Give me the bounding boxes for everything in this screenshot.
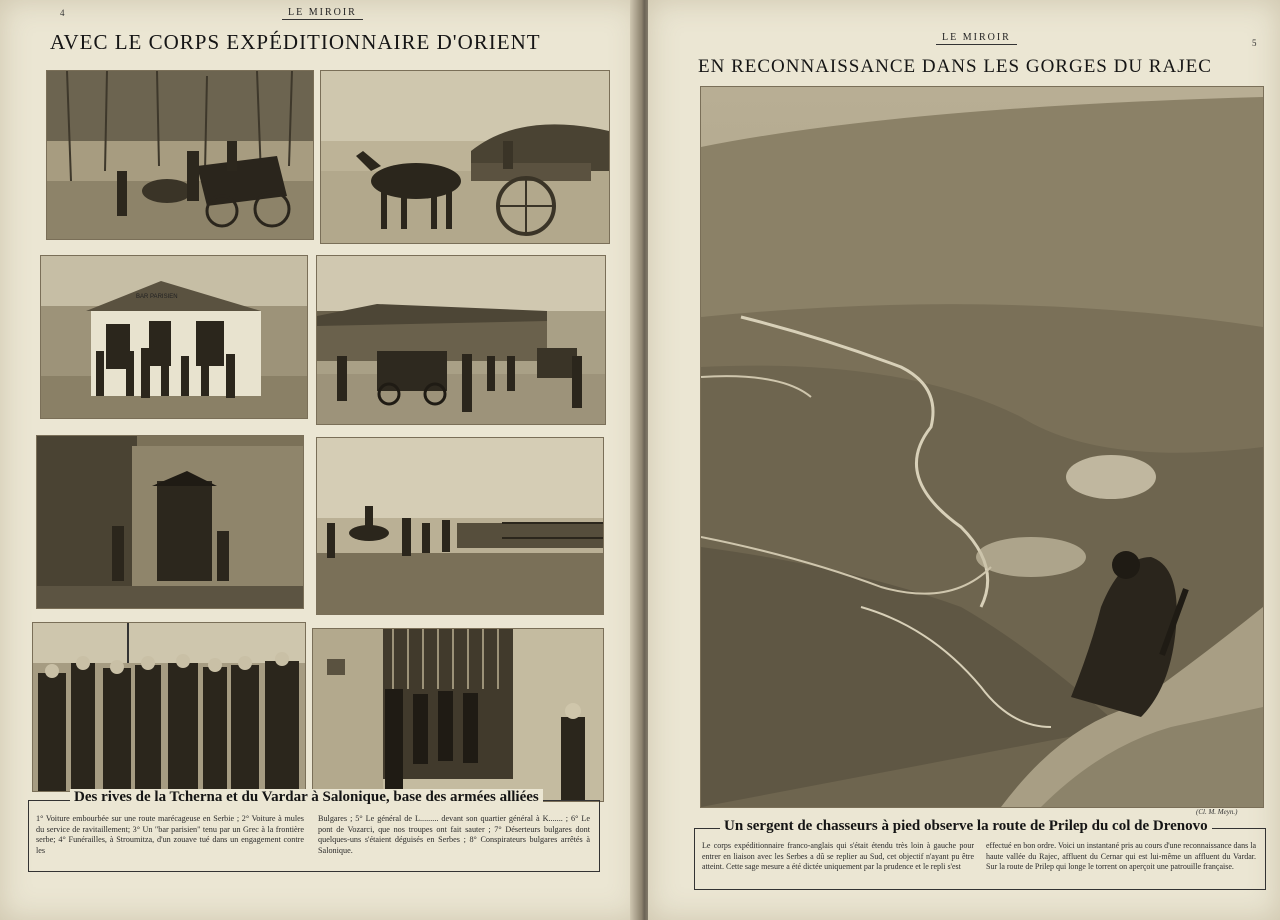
- headline-right: EN RECONNAISSANCE DANS LES GORGES DU RAJEC: [698, 56, 1212, 77]
- caption-text-left-col2: Bulgares ; 5° Le général de L......... devant son quartier général à K....... ; 6° Le pont de Vozarci, que nos troupes ont fait sauter ; 7° Déserteurs bulgares dont quelques-uns s'étaient déguisés en Serbes ; 8° Conspirateurs bulgares arrêtés à Salonique.: [318, 814, 590, 855]
- caption-title-right: Un sergent de chasseurs à pied observe la route de Prilep du col de Drenovo: [720, 818, 1212, 835]
- photo-credit: (Cl. M. Meyn.): [1196, 808, 1238, 816]
- caption-title-left: Des rives de la Tcherna et du Vardar à Salonique, base des armées alliées: [70, 789, 543, 806]
- photo-bulgarian-conspirators: [312, 628, 604, 802]
- photo-vozarci-bridge: [316, 437, 604, 615]
- photo-stuck-carriage: [46, 70, 314, 240]
- photo-street-car: [316, 255, 606, 425]
- caption-text-left-col1: 1° Voiture embourbée sur une route marécageuse en Serbie ; 2° Voiture à mules du service de ravitaillement; 3° Un "bar parisien" tenu par un Grec à la frontière serbe; 4° Funérailles, à Stroumitza, d'un zouave tué dans un engagement contre les: [36, 814, 304, 855]
- photo-bar-parisien: [40, 255, 308, 419]
- masthead-left: LE MIROIR: [282, 7, 363, 20]
- photo-rajec-gorge: [700, 86, 1264, 808]
- right-page: [648, 0, 1280, 920]
- bar-sign: BAR PARISIEN: [136, 294, 178, 300]
- masthead-right: LE MIROIR: [936, 32, 1017, 45]
- page-number-right: 5: [1252, 38, 1257, 48]
- caption-text-right-col2: effectué en bon ordre. Voici un instantané pris au cours d'une reconnaissance dans la haute vallée du Rajec, affluent du Cernar qui est lui-même un affluent du Vardar. Sur la route de Prilep qui longe le torrent on aperçoit une patrouille française.: [986, 841, 1256, 872]
- headline-left: AVEC LE CORPS EXPÉDITIONNAIRE D'ORIENT: [50, 30, 541, 54]
- photo-bulgarian-deserters: [32, 622, 306, 792]
- photo-mule-cart: [320, 70, 610, 244]
- photo-funeral: [36, 435, 304, 609]
- page-number-left: 4: [60, 8, 65, 18]
- caption-text-right-col1: Le corps expéditionnaire franco-anglais qui s'était étendu très loin à gauche pour entrer en liaison avec les Serbes a dû se replier au Sud, cet objectif n'ayant pu être atteint. Cette sage mesure a été dictée uniquement par la prudence et le repli s'est: [702, 841, 974, 872]
